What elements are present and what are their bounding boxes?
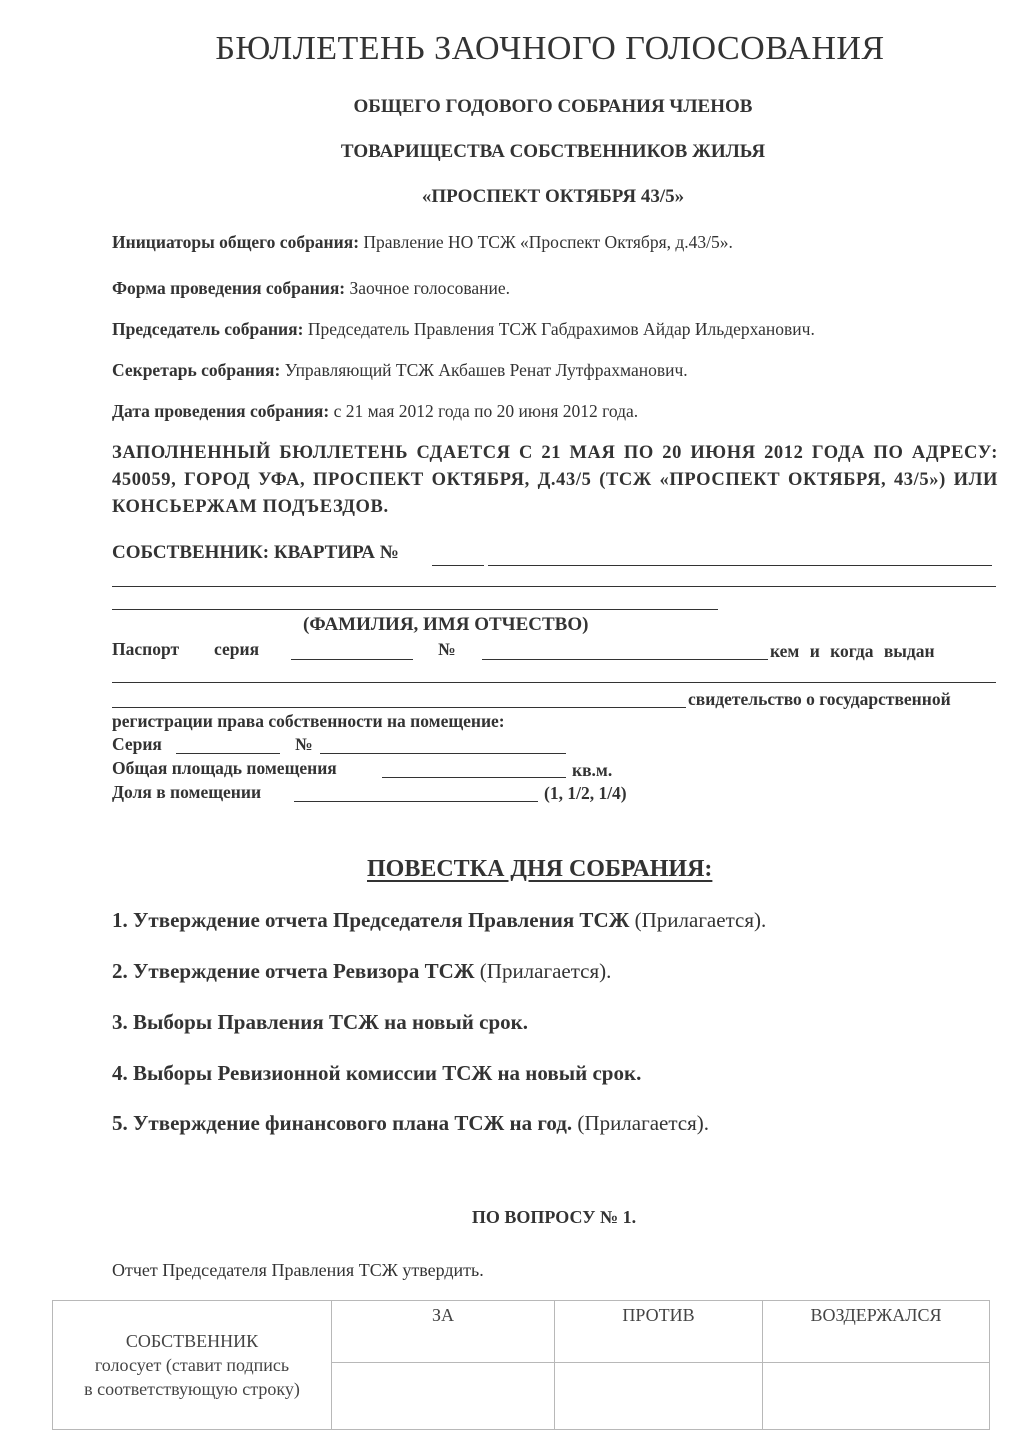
agenda-item-text: 2. Утверждение отчета Ревизора ТСЖ	[112, 959, 475, 983]
cert-number-sign: №	[295, 734, 313, 754]
col-abstain-header: ВОЗДЕРЖАЛСЯ	[763, 1301, 990, 1363]
passport-number-sign: №	[438, 639, 456, 659]
passport-label: Паспорт	[112, 639, 180, 659]
vote-abstain-cell[interactable]	[763, 1363, 990, 1430]
col-against-header: ПРОТИВ	[555, 1301, 763, 1363]
form-value: Заочное голосование.	[345, 278, 510, 298]
passport-series-label: серия	[214, 639, 260, 659]
certificate-label: свидетельство о государственной	[688, 689, 951, 709]
secretary-label: Секретарь собрания:	[112, 360, 281, 380]
subtitle-meeting: ОБЩЕГО ГОДОВОГО СОБРАНИЯ ЧЛЕНОВ	[353, 96, 753, 117]
vote-table	[52, 1300, 990, 1430]
chair-label: Председатель собрания:	[112, 319, 304, 339]
chair-line	[112, 319, 815, 340]
owner-name-field[interactable]	[488, 565, 992, 566]
form-label: Форма проведения собрания:	[112, 278, 346, 298]
form-line	[112, 278, 510, 299]
agenda-item	[112, 959, 611, 984]
vote-for-cell[interactable]	[332, 1363, 555, 1430]
owner-name-field-line-3[interactable]	[112, 609, 718, 610]
area-label: Общая площадь помещения	[112, 758, 337, 778]
owner-vote-title: СОБСТВЕННИК	[125, 1331, 259, 1351]
area-field[interactable]	[382, 777, 566, 778]
issued-by-field-line-2[interactable]	[112, 707, 686, 708]
cert-series-label: Серия	[112, 734, 162, 754]
submission-notice: ЗАПОЛНЕННЫЙ БЮЛЛЕТЕНЬ СДАЕТСЯ С 21 МАЯ ПО 20 ИЮНЯ 2012 ГОДА ПО АДРЕСУ: 450059, ГОРОД УФА, ПРОСПЕКТ ОКТЯБРЯ, Д.43/5 (ТСЖ «ПРОСПЕКТ ОКТЯБРЯ, 43/5») ИЛИ КОНСЬЕРЖАМ ПОДЪЕЗДОВ.	[112, 443, 998, 517]
chair-value: Председатель Правления ТСЖ Габдрахимов Айдар Ильдерханович.	[303, 319, 815, 339]
agenda-item	[112, 1010, 528, 1035]
share-label: Доля в помещении	[112, 782, 262, 802]
document-title: БЮЛЛЕТЕНЬ ЗАОЧНОГО ГОЛОСОВАНИЯ	[215, 30, 885, 67]
agenda-item-note: (Прилагается).	[572, 1111, 710, 1135]
agenda-item	[112, 908, 766, 933]
passport-series-field[interactable]	[291, 659, 413, 660]
initiators-value: Правление НО ТСЖ «Проспект Октября, д.43/5».	[359, 232, 733, 252]
col-for-header: ЗА	[332, 1301, 555, 1363]
date-line	[112, 401, 638, 422]
agenda-item	[112, 1061, 641, 1086]
agenda-item-note: (Прилагается).	[474, 959, 612, 983]
subtitle-association: ТОВАРИЩЕСТВА СОБСТВЕННИКОВ ЖИЛЬЯ	[340, 141, 766, 162]
share-hint: (1, 1/2, 1/4)	[544, 783, 627, 803]
agenda-item-text: 5. Утверждение финансового плана ТСЖ на год.	[112, 1111, 573, 1135]
cert-number-field[interactable]	[320, 753, 566, 754]
agenda-item	[112, 1111, 709, 1136]
agenda-item-text: 1. Утверждение отчета Председателя Правления ТСЖ	[112, 908, 630, 932]
question-heading: ПО ВОПРОСУ № 1.	[471, 1207, 637, 1227]
owner-vote-cell	[53, 1301, 332, 1430]
fio-caption: (ФАМИЛИЯ, ИМЯ ОТЧЕСТВО)	[303, 614, 589, 635]
secretary-value: Управляющий ТСЖ Акбашев Ренат Лутфрахманович.	[280, 360, 688, 380]
owner-vote-hint-1: голосует (ставит подпись	[94, 1355, 290, 1375]
date-label: Дата проведения собрания:	[112, 401, 330, 421]
apartment-number-field[interactable]	[432, 565, 484, 566]
share-field[interactable]	[294, 801, 538, 802]
question-text: Отчет Председателя Правления ТСЖ утвердить.	[112, 1260, 484, 1280]
area-unit: кв.м.	[572, 760, 613, 780]
agenda-item-note: (Прилагается).	[629, 908, 767, 932]
initiators-label: Инициаторы общего собрания:	[112, 232, 360, 252]
cert-series-field[interactable]	[176, 753, 280, 754]
agenda-item-text: 3. Выборы Правления ТСЖ на новый срок.	[112, 1010, 528, 1034]
owner-vote-hint-2: в соответствующую строку)	[84, 1379, 300, 1399]
registration-label: регистрации права собственности на помещение:	[112, 711, 505, 731]
issued-by-label: кем и когда выдан	[770, 641, 935, 661]
passport-number-field[interactable]	[482, 659, 768, 660]
subtitle-name: «ПРОСПЕКТ ОКТЯБРЯ 43/5»	[421, 186, 685, 207]
agenda-item-text: 4. Выборы Ревизионной комиссии ТСЖ на новый срок.	[112, 1061, 642, 1085]
agenda-heading: ПОВЕСТКА ДНЯ СОБРАНИЯ:	[367, 856, 713, 882]
initiators-line	[112, 232, 733, 253]
issued-by-field[interactable]	[112, 682, 996, 683]
vote-against-cell[interactable]	[555, 1363, 763, 1430]
owner-name-field-line-2[interactable]	[112, 586, 996, 587]
date-value: с 21 мая 2012 года по 20 июня 2012 года.	[329, 401, 639, 421]
owner-label: СОБСТВЕННИК: КВАРТИРА №	[112, 542, 399, 563]
secretary-line	[112, 360, 688, 381]
